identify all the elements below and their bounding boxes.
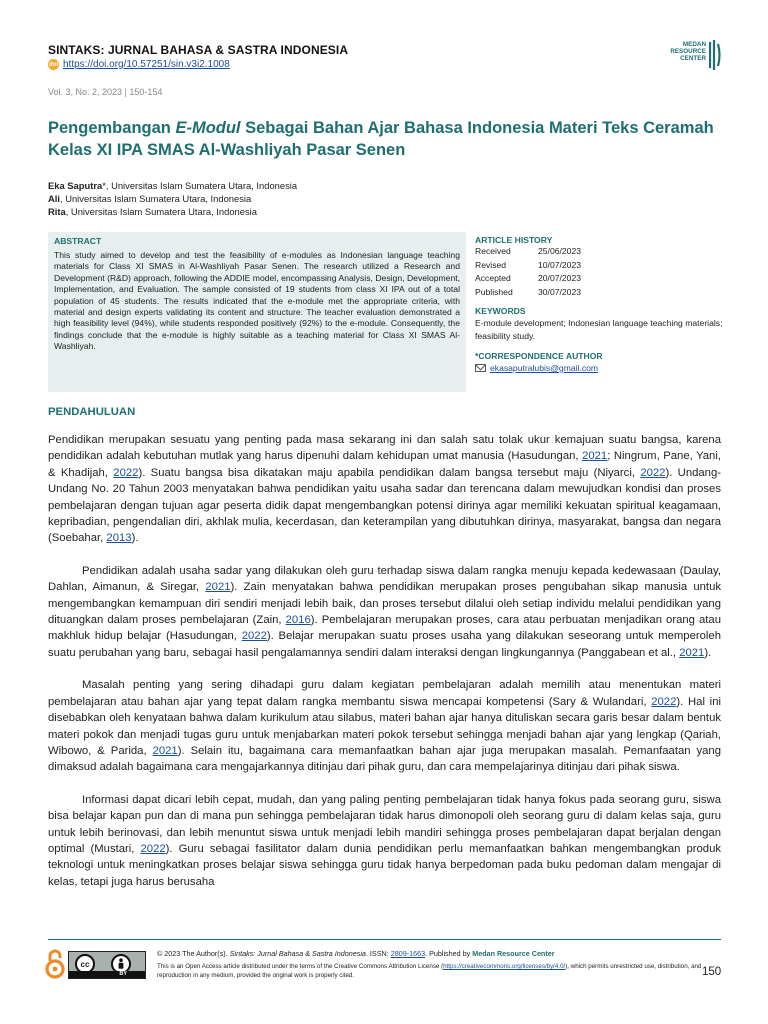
history-row: Accepted 20/07/2023	[475, 273, 582, 283]
paragraph-text: ). Guru sebagai fasilitator dalam dunia pendidikan perlu memanfaatkan bahkan mengembangkan produk teknologi untuk meningkatkan proses belajar siswa sehingga guru tidak hanya berpedoman pada buku pedoman dalam mengajar di kelas, tetapi juga harus berusaha	[48, 842, 721, 888]
logo-mark-icon	[709, 38, 722, 72]
abstract-text: This study aimed to develop and test the feasibility of e-modules as Indonesian language teaching materials for Class XI SMAS in Al-Washliyah Pasar Senen. The research utilized a Research and Development (R&D) approach, following the ADDIE model, encompassing Analysis, Design, Development, Implementation, and Evaluation. The sample consisted of 19 students from class XI IPA out of a total population of 45 students. The results indicated that the e-module met the appropriate criteria, with material and design experts validating its content and structure. The teacher evaluation demonstrated a high feasibility level (94%), while students responded positively (92%) to the e-module. Consequently, the findings conclude that the e-module is highly suitable as a teaching material for Class XI SMAS Al-Washliyah.	[54, 250, 460, 352]
citation-year-link[interactable]: 2021	[205, 581, 231, 594]
correspondence-email-link[interactable]: ekasaputralubis@gmail.com	[490, 363, 599, 373]
author-line: Ali, Universitas Islam Sumatera Utara, Indonesia	[48, 193, 252, 204]
doi-link[interactable]: https://doi.org/10.57251/sin.v3i2.1008	[63, 59, 230, 70]
cc-by-label: BY	[69, 971, 145, 978]
mail-icon	[475, 364, 486, 372]
body-paragraph	[48, 677, 721, 775]
history-row: Published 30/07/2023	[475, 286, 582, 297]
paragraph-text: ). Suatu bangsa bisa dikatakan maju apabila pendidikan dalam bangsa tersebut maju (Niyarci,	[138, 466, 641, 479]
citation-year-link[interactable]: 2021	[679, 646, 705, 659]
license-link[interactable]: https://creativecommons.org/licenses/by/4.0/	[443, 963, 566, 970]
section-heading: PENDAHULUAN	[48, 406, 136, 418]
citation-year-link[interactable]: 2013	[106, 532, 132, 545]
copyright-line: © 2023 The Author(s). Sintaks: Jurnal Bahasa & Sastra Indonesia. ISSN: 2809-1663. Published by Medan Resource Center	[157, 949, 555, 958]
citation-year-link[interactable]: 2022	[241, 630, 267, 643]
history-row: Received 25/06/2023	[475, 246, 582, 256]
paragraph-text: ). Hal ini disebabkan oleh kenyataan bahwa dalam kurikulum atau silabus, materi bahan ajar hanya dituliskan secara garis besar dalam bentuk materi pokok dan menjadi tugas guru untuk menjabarkan materi pokok tersebut sehingga menjadi bahan ajar yang lengkap (Qariah, Wibowo, & Parida,	[48, 695, 721, 757]
citation-year-link[interactable]: 2021	[152, 744, 178, 757]
open-access-icon	[44, 948, 66, 980]
paragraph-text: Pendidikan adalah usaha sadar yang dilakukan oleh guru terhadap siswa dalam rangka menuju kepada kedewasaan (Daulay, Dahlan, Aimanun, & Siregar,	[48, 564, 721, 594]
license-text: This is an Open Access article distributed under the terms of the Creative Commons Attribution License (https://creativecommons.org/licenses/by/4.0/), which permits unrestricted use, distribution, and reproduction in any medium, provided the original work is properly cited.	[157, 963, 702, 979]
article-title: Pengembangan E-Modul Sebagai Bahan Ajar Bahasa Indonesia Materi Teks Ceramah Kelas XI IPA SMAS Al-Washliyah Pasar Senen	[48, 119, 714, 159]
paragraph-text: ). Undang-Undang No. 20 Tahun 2003 menyatakan bahwa pendidikan yaitu usaha sadar dan terencana dalam mewujudkan kondisi dan proses pembelajaran dengan tujuan agar peserta didik dapat mengembangkan potensi dirinya agar memiliki kekuatan spiritual keagamaan, kepribadian, pengendalian diri, akhlak mulia, kecerdasan, dan keterampilan yang dibutuhkan dirinya, masyarakat, bangsa dan negara (Soebahar,	[48, 466, 722, 545]
paragraph-text: Masalah penting yang sering dihadapi guru dalam kegiatan pembelajaran adalah memilih atau menentukan materi pembelajaran atau bahan ajar yang tepat dalam rangka membantu siswa mencapai kompetensi (Sary & Wulandari,	[48, 679, 721, 708]
keywords-heading: KEYWORDS	[475, 306, 526, 316]
doi-row	[48, 59, 230, 70]
paragraph-text: ). Belajar merupakan suatu proses usaha yang dilakukan seseorang untuk memperoleh suatu perubahan yang baru, sebagai hasil pengalamannya sendiri dalam interaksi dengan lingkungannya (Panggabean et al.,	[48, 630, 721, 659]
page-number: 150	[702, 966, 722, 978]
author-list	[48, 179, 297, 218]
correspondence-email-row	[475, 363, 725, 373]
abstract-box	[48, 232, 466, 392]
article-info	[475, 235, 725, 373]
paragraph-text: Informasi dapat dicari lebih cepat, mudah, dan yang paling penting pembelajaran tidak hanya fokus pada seorang guru, siswa bisa belajar kapan pun dan di mana pun sehingga pembelajaran tidak harus dimonopoli oleh seorang guru di dalam kelas saja, guru untuk lebih berinovasi, dan lebih menuntut siswa untuk menjadi lebih mandiri sehingga proses pembelajaran dapat berjalan dengan optimal (Mustari,	[48, 793, 721, 855]
citation-year-link[interactable]: 2021	[582, 450, 608, 463]
paragraph-text: ).	[131, 532, 139, 545]
author-line: Rita, Universitas Islam Sumatera Utara, Indonesia	[48, 206, 257, 217]
abstract-heading: ABSTRACT	[54, 236, 102, 246]
body-paragraph	[48, 563, 721, 661]
cc-icon: cc	[75, 954, 95, 974]
footer-divider	[48, 939, 721, 940]
body-text	[48, 432, 721, 906]
issn-link[interactable]: 2809-1663	[390, 949, 426, 958]
body-paragraph	[48, 792, 721, 890]
journal-name: SINTAKS: JURNAL BAHASA & SASTRA INDONESIA	[48, 43, 349, 57]
paragraph-text: ). Zain menyatakan bahwa pendidikan merupakan proses pengubahan sikap manusia untuk mengembangkan kemampuan diri sendiri menjadi lebih baik, dan proses tersebut dilalui oleh setiap individu melalui pendidikan yang dituangkan dalam proses pembelajaran (Zain,	[48, 581, 721, 627]
correspondence-heading: *CORRESPONDENCE AUTHOR	[475, 351, 603, 361]
publisher-logo	[658, 36, 722, 76]
paragraph-text: ; Ningrum, Pane, Yani, & Khadijah,	[48, 450, 721, 479]
publisher-name: Medan Resource Center	[472, 949, 555, 958]
citation-year-link[interactable]: 2016	[285, 614, 311, 627]
author-line: Eka Saputra*, Universitas Islam Sumatera Utara, Indonesia	[48, 180, 298, 191]
history-heading: ARTICLE HISTORY	[475, 235, 553, 245]
volume-info: Vol. 3, No. 2, 2023 | 150-154	[48, 87, 163, 97]
logo-text: MEDAN RESOURCE CENTER	[670, 41, 706, 62]
citation-year-link[interactable]: 2022	[640, 466, 666, 479]
doi-icon: doi	[48, 59, 59, 70]
cc-license-badge[interactable]	[68, 951, 146, 979]
paragraph-text: ).	[704, 646, 712, 659]
history-row: Revised 10/07/2023	[475, 259, 582, 270]
keywords-text: E-module development; Indonesian language teaching materials; feasibility study.	[475, 318, 723, 341]
citation-year-link[interactable]: 2022	[113, 466, 139, 479]
citation-year-link[interactable]: 2022	[140, 842, 166, 855]
citation-year-link[interactable]: 2022	[651, 695, 677, 708]
body-paragraph	[48, 432, 721, 547]
paragraph-text: ). Pembelajaran merupakan proses, cara atau perbuatan menjadikan orang atau makhluk hidup belajar (Hasudungan,	[48, 614, 721, 643]
paragraph-text: Pendidikan merupakan sesuatu yang penting pada masa sekarang ini dan salah satu tolak ukur kemajuan suatu bangsa, karena pendidikan adalah kebutuhan mutlak yang harus dipenuhi dalam kehidupan umat manusia (Hasudungan,	[48, 434, 721, 463]
paragraph-text: ). Selain itu, bagaimana cara memanfaatkan bahan ajar juga merupakan masalah. Pemanfaatan yang dimaksud adalah bagaimana cara mengajarkannya ditinjau dari pihak guru, dan cara mempelajarinya ditinjau dari pihak siswa.	[48, 744, 721, 774]
